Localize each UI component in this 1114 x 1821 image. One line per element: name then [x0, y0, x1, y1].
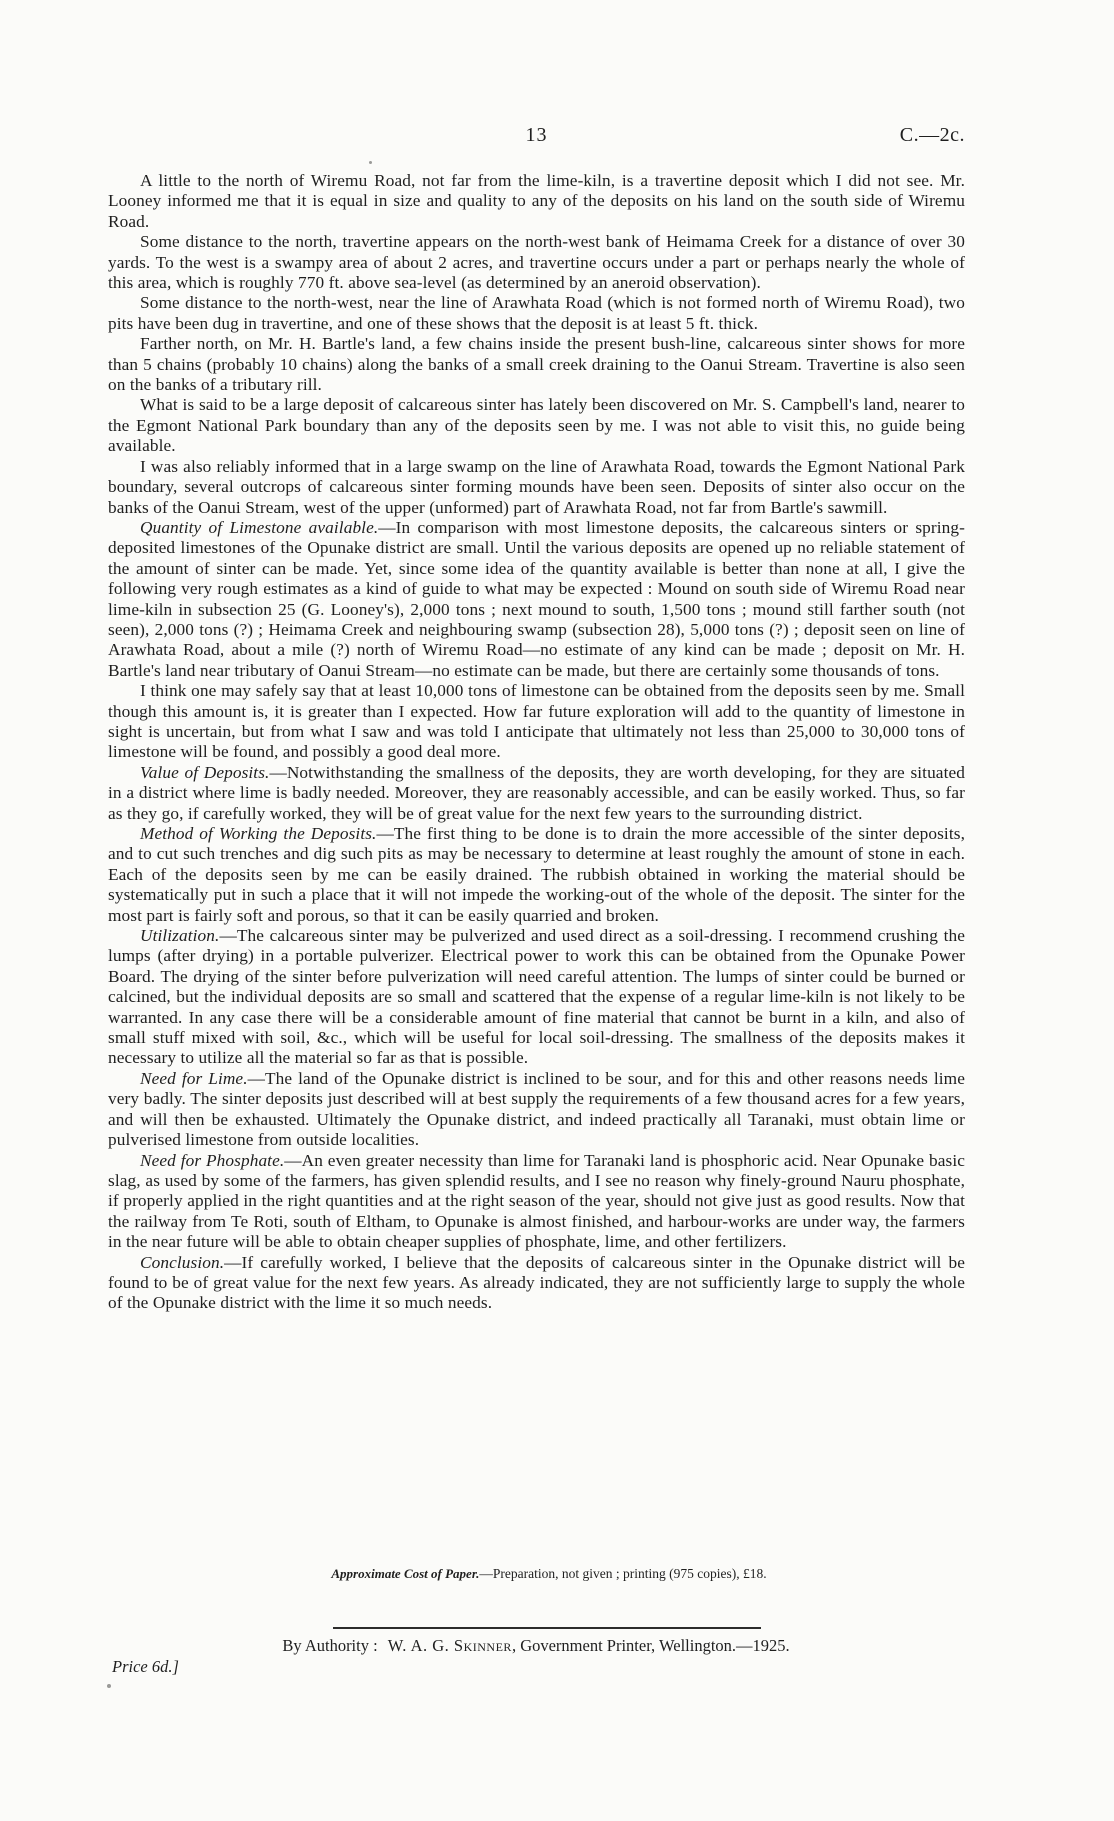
paragraph-lead: Utilization.: [140, 926, 220, 946]
footnote-lead: Approximate Cost of Paper.: [331, 1566, 480, 1581]
paragraph: Some distance to the north, travertine appears on the north-west bank of Heimama Creek for a distance of over 30 yards. To the west is a swampy area of about 2 acres, and travertine occurs under a part or perhaps nearly the whole of this area, which is roughly 770 ft. above sea-level (as determined by an aneroid observation).: [108, 232, 965, 293]
running-header: [108, 122, 965, 150]
paragraph: Need for Lime.—The land of the Opunake district is inclined to be sour, and for this and other reasons needs lime very badly. The sinter deposits just described will at best supply the requirements of a few thousand acres for a few years, and will then be exhausted. Ultimately the Opunake district, and indeed practically all Taranaki, must obtain lime or pulverised limestone from outside localities.: [108, 1068, 965, 1150]
cost-of-paper-footnote: [0, 1566, 1098, 1582]
paragraph: Quantity of Limestone available.—In comparison with most limestone deposits, the calcareous sinters or spring-deposited limestones of the Opunake district are small. Until the various deposits are opened up no reliable statement of the amount of sinter can be made. Yet, since some idea of the quantity available is better than none at all, I give the following very rough estimates as a kind of guide to what may be expected : Mound on south side of Wiremu Road near lime-kiln in subsection 25 (G. Looney's), 2,000 tons ; next mound to south, 1,500 tons ; mound still farther south (not seen), 2,000 tons (?) ; Heimama Creek and neighbouring swamp (subsection 28), 5,000 tons (?) ; deposit seen on line of Arawhata Road, about a mile (?) north of Wiremu Road—no estimate of any kind can be made ; deposit on Mr. H. Bartle's land near tributary of Oanui Stream—no estimate can be made, but there are certainly some thousands of tons.: [108, 517, 965, 680]
paragraph: I was also reliably informed that in a large swamp on the line of Arawhata Road, towards the Egmont National Park boundary, several outcrops of calcareous sinter forming mounds have been seen. Deposits of sinter also occur on the banks of the Oanui Stream, west of the upper (unformed) part of Arawhata Road, not far from Bartle's sawmill.: [108, 456, 965, 517]
imprint-printer-name: W. A. G. Skinner: [387, 1636, 512, 1655]
paragraph: Method of Working the Deposits.—The first thing to be done is to drain the more accessible of the sinter deposits, and to cut such trenches and dig such pits as may be necessary to determine at least roughly the amount of stone in each. Each of the deposits seen by me can be easily drained. The rubbish obtained in working the material should be systematically put in such a place that it will not impede the working-out of the whole of the deposit. The sinter for the most part is fairly soft and porous, so that it can be easily quarried and broken.: [108, 824, 965, 925]
paragraph: Conclusion.—If carefully worked, I believe that the deposits of calcareous sinter in the Opunake district will be found to be of great value for the next few years. As already indicated, they are not sufficiently large to supply the whole of the Opunake district with the lime it so much needs.: [108, 1252, 965, 1313]
paragraph: Value of Deposits.—Notwithstanding the smallness of the deposits, they are worth developing, for they are situated in a district where lime is badly needed. Moreover, they are reasonably accessible, and can be easily worked. Thus, so far as they go, if carefully worked, they will be of great value for the next few years to the surrounding district.: [108, 762, 965, 823]
price-note: Price 6d.]: [112, 1657, 179, 1676]
imprint-line: [0, 1636, 1072, 1656]
paragraph: Some distance to the north-west, near the line of Arawhata Road (which is not formed north of Wiremu Road), two pits have been dug in travertine, and one of these shows that the deposit is at least 5 ft. thick.: [108, 293, 965, 333]
paragraph-lead: Quantity of Limestone available.: [140, 517, 379, 537]
page-number: 13: [525, 124, 548, 146]
imprint-divider: [333, 1627, 761, 1629]
paragraph-lead: Need for Lime.: [140, 1068, 248, 1088]
paragraph: Utilization.—The calcareous sinter may be pulverized and used direct as a soil-dressing. I recommend crushing the lumps (after drying) in a portable pulverizer. Electrical power to work this can be obtained from the Opunake Power Board. The drying of the sinter before pulverization will need careful attention. The lumps of sinter could be burned or calcined, but the individual deposits are so small and scattered that the expense of a regular lime-kiln is not likely to be warranted. In any case there will be a considerable amount of fine material that cannot be burnt in a kiln, and also of small stuff mixed with soil, &c., which will be useful for local soil-dressing. The smallness of the deposits makes it necessary to utilize all the material so far as that is possible.: [108, 926, 965, 1068]
body-paragraphs: [108, 171, 965, 1314]
paragraph: A little to the north of Wiremu Road, not far from the lime-kiln, is a travertine deposit which I did not see. Mr. Looney informed me that it is equal in size and quality to any of the deposits on his land on the south side of Wiremu Road.: [108, 171, 965, 231]
paper-reference: C.—2c.: [899, 124, 965, 146]
imprint-rest: , Government Printer, Wellington.—1925.: [511, 1636, 790, 1655]
paragraph: Need for Phosphate.—An even greater necessity than lime for Taranaki land is phosphoric acid. Near Opunake basic slag, as used by some of the farmers, has given splendid results, and I see no reason why finely-ground Nauru phosphate, if properly applied in the right quantities and at the right season of the year, should not give just as good results. Now that the railway from Te Roti, south of Eltham, to Opunake is almost finished, and harbour-works are under way, the farmers in the near future will be able to obtain cheaper supplies of phosphate, lime, and other fertilizers.: [108, 1150, 965, 1252]
footnote-text: —Preparation, not given ; printing (975 copies), £18.: [479, 1566, 767, 1581]
paragraph: I think one may safely say that at least 10,000 tons of limestone can be obtained from the deposits seen by me. Small though this amount is, it is greater than I expected. How far future exploration will add to the quantity of limestone in sight is uncertain, but from what I saw and was told I anticipate that ultimately not less than 25,000 to 30,000 tons of limestone will be found, and possibly a good deal more.: [108, 681, 965, 762]
scan-speck: [107, 1684, 111, 1688]
paragraph-lead: Need for Phosphate.: [140, 1150, 285, 1170]
imprint-authority: By Authority :: [282, 1636, 378, 1655]
paragraph: Farther north, on Mr. H. Bartle's land, a few chains inside the present bush-line, calcareous sinter shows for more than 5 chains (probably 10 chains) along the banks of a small creek draining to the Oanui Stream. Travertine is also seen on the banks of a tributary rill.: [108, 334, 965, 395]
paragraph-lead: Conclusion.: [140, 1252, 225, 1272]
scan-speck: [369, 161, 372, 164]
paragraph-lead: Value of Deposits.: [140, 762, 270, 782]
paragraph: What is said to be a large deposit of calcareous sinter has lately been discovered on Mr. S. Campbell's land, nearer to the Egmont National Park boundary than any of the deposits seen by me. I was not able to visit this, no guide being available.: [108, 395, 965, 456]
paragraph-lead: Method of Working the Deposits.: [140, 824, 377, 843]
